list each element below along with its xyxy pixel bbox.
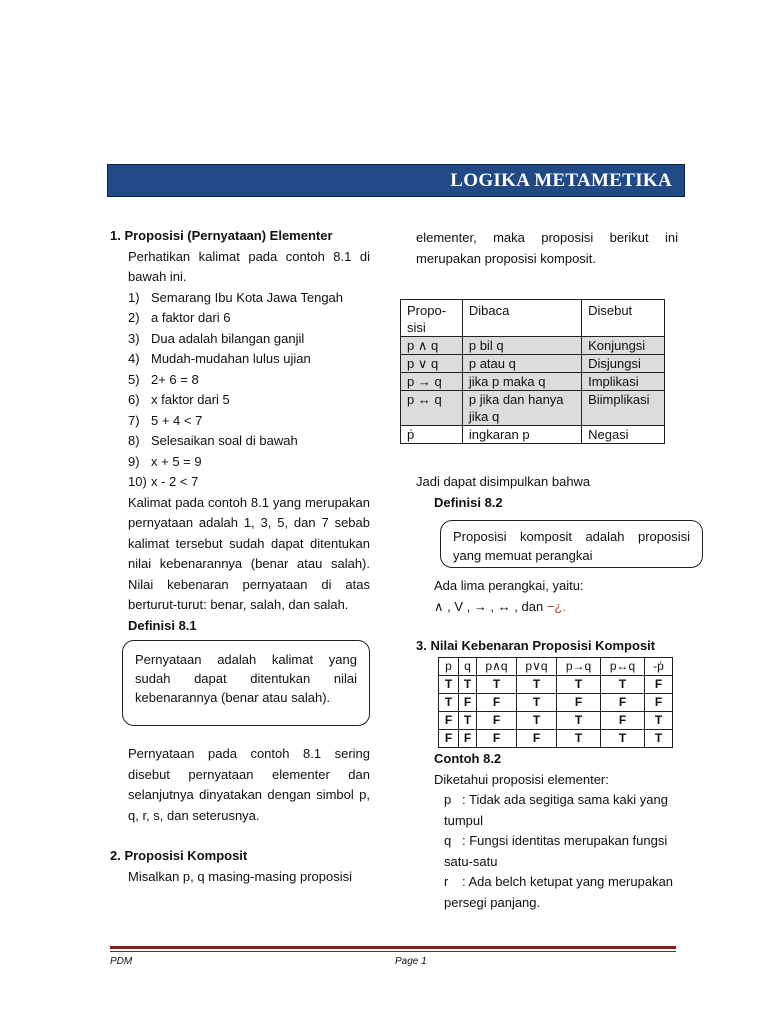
table-cell: Disjungsi — [582, 355, 665, 373]
list-item — [110, 452, 370, 473]
truth-cell: F — [477, 712, 517, 730]
conclusion-text: Jadi dapat disimpulkan bahwa — [416, 474, 591, 489]
definition-2-label: Definisi 8.2 — [434, 494, 503, 510]
list-item — [110, 472, 370, 493]
truth-header-cell: p∧q — [477, 658, 517, 676]
table-cell: p atau q — [462, 355, 581, 373]
list-item — [110, 411, 370, 432]
truth-cell: F — [459, 694, 477, 712]
connectives-block — [434, 576, 694, 617]
continuation-text: elementer, maka proposisi berikut ini merupakan proposisi komposit. — [416, 230, 678, 266]
example-label: Contoh 8.2 — [434, 751, 502, 766]
truth-header-cell: p→q — [557, 658, 601, 676]
truth-cell: F — [601, 694, 645, 712]
truth-cell: T — [439, 694, 459, 712]
proposition-table — [400, 299, 665, 444]
truth-header-cell: p↔q — [601, 658, 645, 676]
truth-cell: T — [601, 676, 645, 694]
definition-1-text: Pernyataan adalah kalimat yang sudah dapat ditentukan nilai kebenarannya (benar atau salah). — [135, 652, 357, 705]
table-row — [401, 337, 665, 355]
list-item-text: x + 5 = 9 — [151, 453, 202, 469]
truth-cell: T — [557, 730, 601, 748]
truth-cell: T — [477, 676, 517, 694]
truth-cell: T — [517, 712, 557, 730]
list-item — [110, 288, 370, 309]
table-cell: Konjungsi — [582, 337, 665, 355]
list-item-number: 2) — [128, 310, 140, 325]
truth-cell: T — [557, 712, 601, 730]
list-item — [110, 308, 370, 329]
list-item-text: 2+ 6 = 8 — [151, 371, 199, 387]
truth-cell: F — [439, 712, 459, 730]
footer-rule — [110, 946, 676, 949]
document-title: LOGIKA METAMETIKA — [450, 170, 672, 191]
table-cell: Biimplikasi — [582, 391, 665, 426]
truth-cell: F — [459, 730, 477, 748]
list-item-number: 3) — [128, 330, 140, 346]
example-item-text: : Ada belch ketupat yang merupakan persegi panjang. — [444, 874, 674, 910]
definition-2-box — [440, 520, 703, 568]
example-item-symbol: r — [444, 874, 449, 889]
definition-1-label: Definisi 8.1 — [128, 617, 197, 633]
truth-row — [439, 676, 673, 694]
list-item-text: a faktor dari 6 — [151, 310, 231, 325]
example-item — [434, 872, 684, 913]
truth-row — [439, 712, 673, 730]
truth-cell: F — [645, 676, 673, 694]
example-item — [434, 831, 684, 872]
truth-cell: F — [645, 694, 673, 712]
list-item-number: 8) — [128, 433, 140, 448]
example-intro: Diketahui proposisi elementer: — [434, 771, 609, 787]
truth-cell: F — [517, 730, 557, 748]
table-cell: p jika dan hanya jika q — [462, 391, 581, 426]
truth-header-cell: q — [459, 658, 477, 676]
definition-1-box — [122, 640, 370, 726]
section-2-heading: 2. Proposisi Komposit — [110, 848, 248, 863]
page-number: Page 1 — [395, 956, 427, 967]
connectives-list — [434, 597, 694, 618]
footer-rule-thin — [110, 951, 676, 952]
example-item-text: : Fungsi identitas merupakan fungsi satu-satu — [444, 833, 668, 869]
list-item-text: Semarang Ibu Kota Jawa Tengah — [151, 289, 344, 305]
truth-cell: T — [459, 676, 477, 694]
list-item-number: 10) — [128, 474, 147, 489]
list-item-text: Mudah-mudahan lulus ujian — [151, 351, 311, 366]
list-item — [110, 431, 370, 452]
example-list — [110, 288, 370, 493]
truth-table — [438, 657, 673, 748]
example-item-symbol: q — [444, 833, 452, 848]
list-item-number: 1) — [128, 289, 140, 305]
truth-cell: T — [645, 730, 673, 748]
table-cell: p ∧ q — [401, 337, 463, 355]
truth-row — [439, 730, 673, 748]
truth-header-cell: p — [439, 658, 459, 676]
list-item-number: 9) — [128, 453, 140, 469]
list-item-text: 5 + 4 < 7 — [151, 412, 203, 428]
table-cell: jika p maka q — [462, 373, 581, 391]
truth-cell: F — [477, 694, 517, 712]
connectives-intro: Ada lima perangkai, yaitu: — [434, 578, 584, 593]
truth-cell: T — [517, 694, 557, 712]
table-cell: Implikasi — [582, 373, 665, 391]
example-items — [434, 790, 684, 913]
example-item-symbol: p — [444, 792, 452, 807]
example-item-text: : Tidak ada segitiga sama kaki yang tumpul — [444, 792, 668, 828]
example-block — [434, 749, 684, 913]
list-item — [110, 390, 370, 411]
table-header-cell: Disebut — [582, 300, 665, 337]
definition-2-text: Proposisi komposit adalah proposisi yang memuat perangkai — [453, 529, 690, 563]
table-cell: Negasi — [582, 426, 665, 444]
truth-cell: T — [601, 730, 645, 748]
table-cell: ingkaran p — [462, 426, 581, 444]
table-cell: p bil q — [462, 337, 581, 355]
truth-row — [439, 694, 673, 712]
paragraph-2: Pernyataan pada contoh 8.1 sering disebut pernyataan elementer dan selanjutnya dinyatakan dengan simbol p, q, r, s, dan seterusnya. — [128, 746, 370, 823]
truth-header-row — [439, 658, 673, 676]
table-header-cell: Dibaca — [462, 300, 581, 337]
right-column — [416, 228, 678, 269]
section-2-text: Misalkan p, q masing-masing proposisi — [128, 868, 352, 884]
negation-symbol: −¿. — [546, 598, 566, 614]
truth-cell: T — [645, 712, 673, 730]
truth-cell: F — [439, 730, 459, 748]
list-item — [110, 370, 370, 391]
title-banner — [107, 164, 685, 197]
section-1-heading: 1. Proposisi (Pernyataan) Elementer — [110, 228, 333, 243]
list-item-text: x faktor dari 5 — [151, 392, 230, 407]
list-item-text: x - 2 < 7 — [151, 474, 199, 489]
conclusion-block — [416, 472, 686, 513]
table-row — [401, 355, 665, 373]
section-3-heading: 3. Nilai Kebenaran Proposisi Komposit — [416, 638, 656, 653]
list-item-number: 6) — [128, 392, 140, 407]
paragraph-1: Kalimat pada contoh 8.1 yang merupakan pernyataan adalah 1, 3, 5, dan 7 sebab kalimat tersebut sudah dapat ditentukan nilai kebenarannya (benar atau salah). Nilai kebenaran pernyataan di atas berturut-turut: benar, salah, dan salah. — [128, 494, 370, 612]
list-item-text: Dua adalah bilangan ganjil — [151, 330, 305, 346]
truth-header-cell: -ṗ — [645, 658, 673, 676]
footer-label: PDM — [110, 956, 133, 967]
list-item-text: Selesaikan soal di bawah — [151, 433, 298, 448]
table-header-row — [401, 300, 665, 337]
table-cell: p → q — [401, 373, 463, 391]
table-row — [401, 391, 665, 426]
list-item — [110, 329, 370, 350]
example-item — [434, 790, 684, 831]
table-row — [401, 373, 665, 391]
table-header-cell: Propo- sisi — [401, 300, 463, 337]
truth-cell: T — [439, 676, 459, 694]
table-row — [401, 426, 665, 444]
truth-cell: F — [601, 712, 645, 730]
table-cell: p ↔ q — [401, 391, 463, 426]
truth-cell: T — [459, 712, 477, 730]
truth-cell: F — [557, 694, 601, 712]
list-item-number: 7) — [128, 412, 140, 428]
truth-cell: F — [477, 730, 517, 748]
table-cell: p ∨ q — [401, 355, 463, 373]
list-item-number: 5) — [128, 371, 140, 387]
list-item — [110, 349, 370, 370]
table-cell: ṗ — [401, 426, 463, 444]
truth-cell: T — [557, 676, 601, 694]
section-1-intro: Perhatikan kalimat pada contoh 8.1 di bawah ini. — [128, 248, 370, 284]
truth-header-cell: p∨q — [517, 658, 557, 676]
section-3-block — [416, 636, 696, 657]
truth-cell: T — [517, 676, 557, 694]
left-column — [110, 226, 370, 887]
connectives-symbols: ∧ , V , → , ↔ , dan — [434, 598, 544, 614]
list-item-number: 4) — [128, 351, 140, 366]
